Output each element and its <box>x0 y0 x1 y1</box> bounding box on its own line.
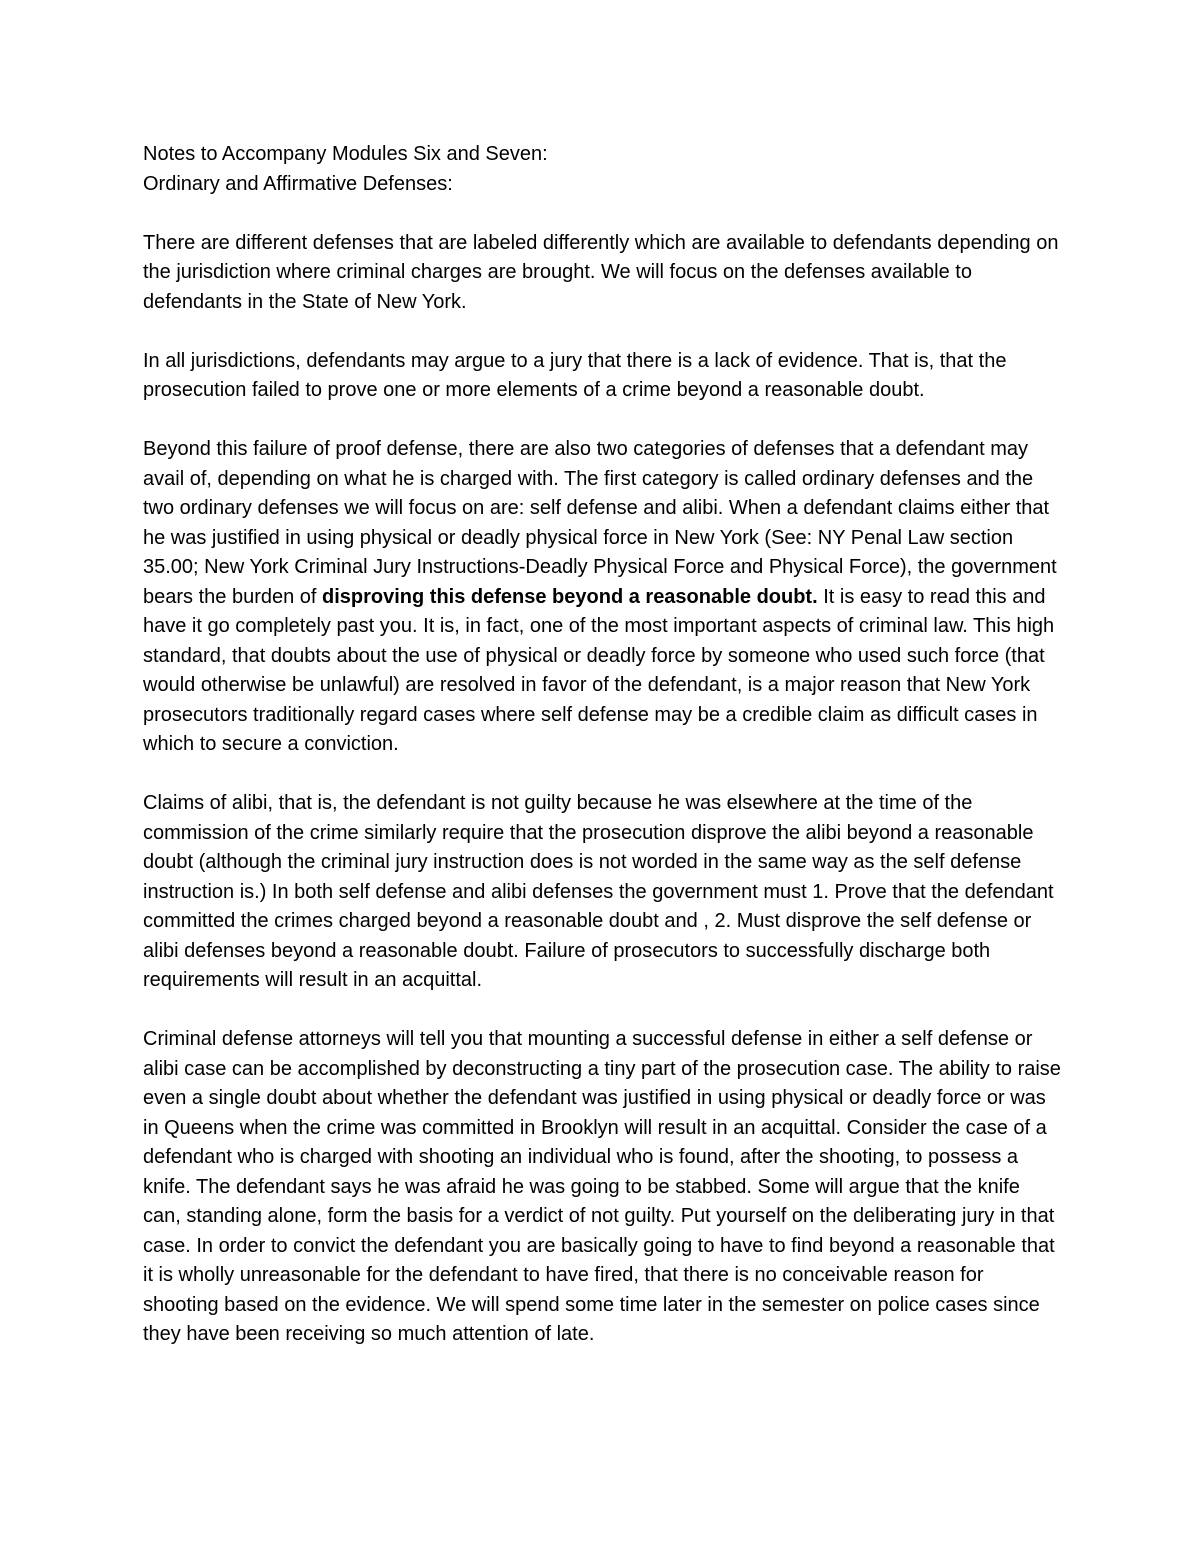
paragraph-jurisdiction-defenses: There are different defenses that are labeled differently which are available to defendants depending on the jurisdiction where criminal charges are brought. We will focus on the defenses available to defendants in the State of New York. <box>143 231 1059 313</box>
paragraph-defense-attorneys: Criminal defense attorneys will tell you that mounting a successful defense in either a self defense or alibi case can be accomplished by deconstructing a tiny part of the prosecution case. The ability to raise even a single doubt about whether the defendant was justified in using physical or deadly force or was in Queens when the crime was committed in Brooklyn will result in an acquittal. Consider the case of a defendant who is charged with shooting an individual who is found, after the shooting, to possess a knife. The defendant says he was afraid he was going to be stabbed. Some will argue that the knife can, standing alone, form the basis for a verdict of not guilty. Put yourself on the deliberating jury in that case. In order to convict the defendant you are basically going to have to find beyond a reasonable that it is wholly unreasonable for the defendant to have fired, that there is no conceivable reason for shooting based on the evidence. We will spend some time later in the semester on police cases since they have been receiving so much attention of late. <box>143 1028 1061 1345</box>
document-body <box>143 140 1063 1379</box>
paragraph-ordinary-defenses-text-2: It is easy to read this and have it go completely past you. It is, in fact, one of the most important aspects of criminal law. This high standard, that doubts about the use of physical or deadly force by someone who used such force (that would otherwise be unlawful) are resolved in favor of the defendant, is a major reason that New York prosecutors traditionally regard cases where self defense may be a credible claim as difficult cases in which to secure a conviction. <box>143 585 1055 755</box>
document-title-line-1: Notes to Accompany Modules Six and Seven: <box>143 143 548 165</box>
document-heading <box>143 140 1063 199</box>
paragraph-ordinary-defenses <box>143 435 1063 760</box>
emphasized-burden-text: disproving this defense beyond a reasonable doubt. <box>322 585 818 608</box>
paragraph-ordinary-defenses-text-1: Beyond this failure of proof defense, there are also two categories of defenses that a defendant may avail of, depending on what he is charged with. The first category is called ordinary defenses and the two ordinary defenses we will focus on are: self defense and alibi. When a defendant claims either that he was justified in using physical or deadly physical force in New York (See: NY Penal Law section 35.00; New York Criminal Jury Instructions-Deadly Physical Force and Physical Force), the government bears the burden of <box>143 438 1057 608</box>
paragraph-alibi-claims: Claims of alibi, that is, the defendant is not guilty because he was elsewhere at the time of the commission of the crime similarly require that the prosecution disprove the alibi beyond a reasonable doubt (although the criminal jury instruction does is not worded in the same way as the self defense instruction is.) In both self defense and alibi defenses the government must 1. Prove that the defendant committed the crimes charged beyond a reasonable doubt and , 2. Must disprove the self defense or alibi defenses beyond a reasonable doubt. Failure of prosecutors to successfully discharge both requirements will result in an acquittal. <box>143 792 1054 991</box>
document-title-line-2: Ordinary and Affirmative Defenses: <box>143 172 453 195</box>
paragraph-lack-of-evidence: In all jurisdictions, defendants may argue to a jury that there is a lack of evidence. That is, that the prosecution failed to prove one or more elements of a crime beyond a reasonable doubt. <box>143 349 1007 401</box>
